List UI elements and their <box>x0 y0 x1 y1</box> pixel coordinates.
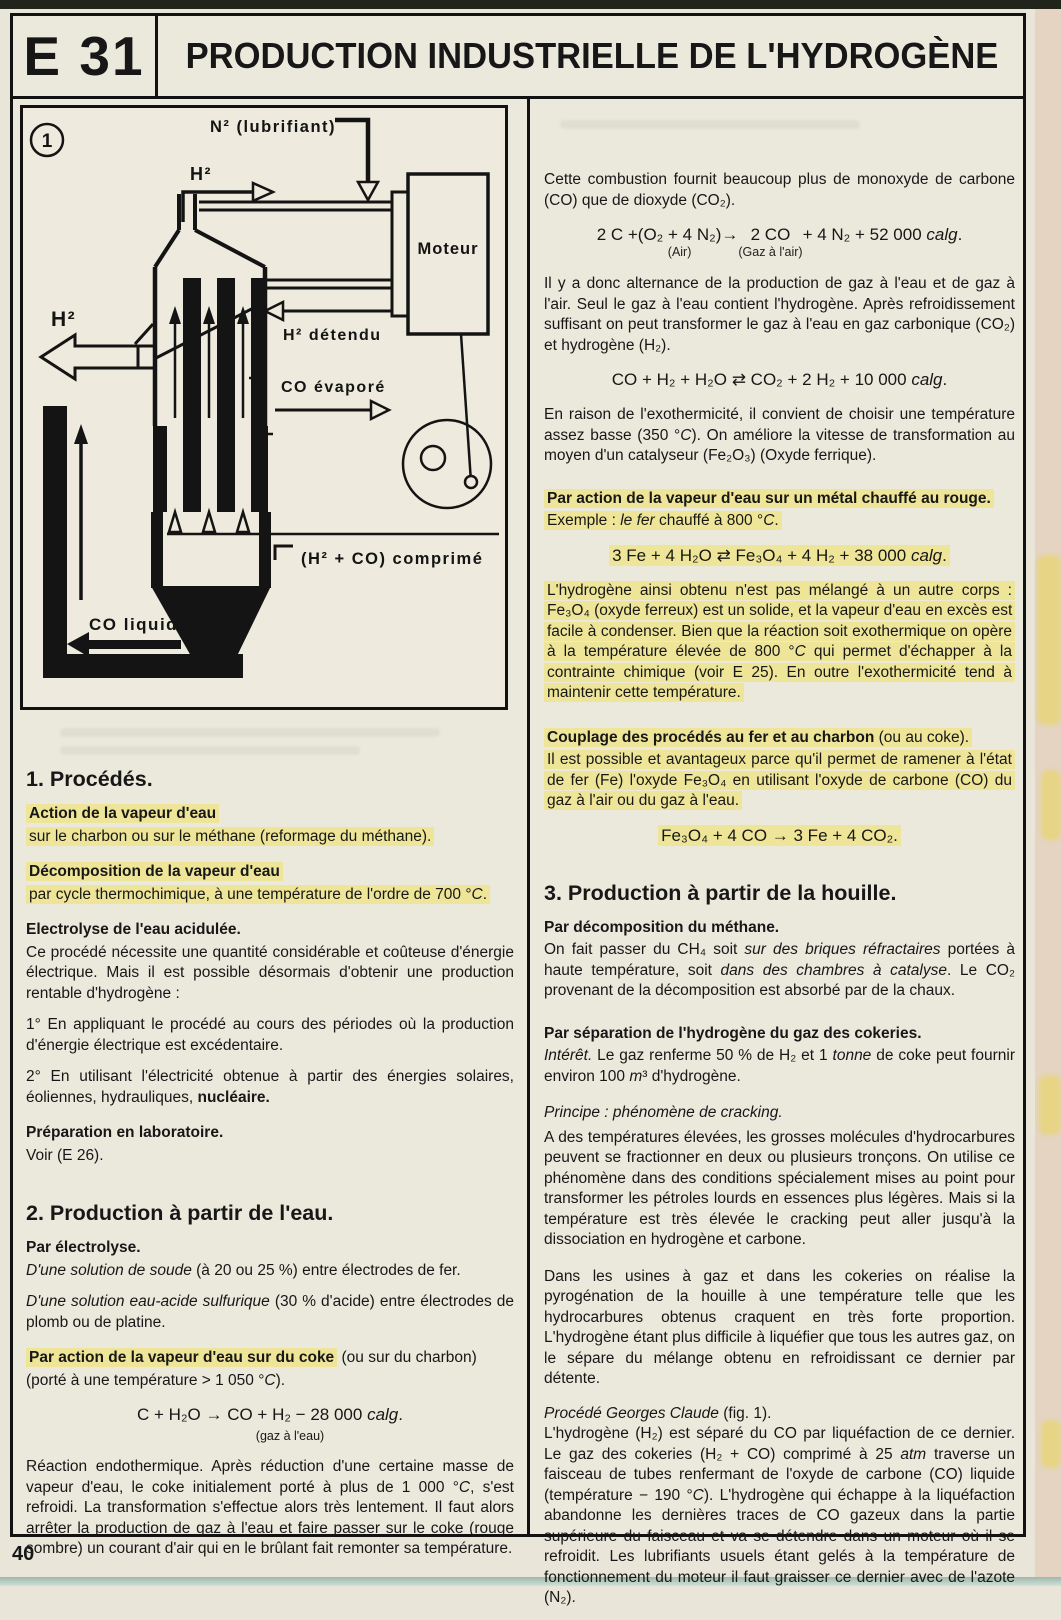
tower-to-moteur-pipes <box>199 202 392 210</box>
equation-segment: (O₂ + 4 N₂) <box>637 225 722 244</box>
paragraph-electrolyse: Ce procédé nécessite une quantité considérable et coûteuse d'énergie électrique. Mais il est possible désormais d'obtenir une production rentable d'hydrogène : <box>26 943 514 1002</box>
paragraph-decomposition: par cycle thermochimique, à une température de l'ordre de 700 °C. <box>26 885 514 906</box>
tube-wall <box>183 278 201 426</box>
bleedthrough-artifact <box>60 746 360 755</box>
moteur-box <box>392 174 488 334</box>
equation-segment: + 4 N₂ + 52 000 calg. <box>802 225 963 244</box>
moteur-label: Moteur <box>417 240 479 258</box>
paragraph-soude: D'une solution de soude (à 20 ou 25 %) entre électrodes de fer. <box>26 1261 461 1279</box>
paragraph-combustion: Cette combustion fournit beaucoup plus de monoxyde de carbone (CO) que de dioxyde (CO₂). <box>544 171 1015 209</box>
section-2-title: 2. Production à partir de l'eau. <box>26 1201 334 1225</box>
highlight-bleed-blob <box>1037 555 1061 725</box>
heading-decomposition: Décomposition de la vapeur d'eau <box>26 862 514 883</box>
paragraph-reaction-endothermique: Réaction endothermique. Après réduction d'une certaine masse de vapeur d'eau, le coke initialement porté à plus de 1 000 °C, s'est refroidi. La transformation s'effectue alors très lentement. Il faut alors arrêter la production de gaz à l'eau et faire passer sur le coke (rouge sombre) un courant d'air qui en le brûlant fait remonter sa température. <box>26 1458 514 1557</box>
heading-couplage: Couplage des procédés au fer et au charbon (ou au coke). <box>544 728 1015 749</box>
equation-underlabel-gaz-air: (Gaz à l'air) <box>738 245 803 259</box>
paragraph-interet: Intérêt. Le gaz renferme 50 % de H₂ et 1 tonne de coke peut fournir environ 100 m³ d'hydrogène. <box>544 1047 1015 1085</box>
equation-overunder <box>638 224 722 259</box>
column-divider-rule <box>527 99 530 1537</box>
heading-procede-georges-claude: Procédé Georges Claude (fig. 1). <box>544 1404 772 1422</box>
left-arrow-icon <box>265 302 283 320</box>
heading-preparation-laboratoire: Préparation en laboratoire. <box>26 1124 224 1141</box>
highlight-bleed-blob <box>1039 1075 1061 1135</box>
paragraph-energies: 2° En utilisant l'électricité obtenue à partir des énergies solaires, éoliennes, hydrauliques, nucléaire. <box>26 1068 514 1106</box>
section-1-title: 1. Procédés. <box>26 767 153 791</box>
heading-principe-cracking: Principe : phénomène de cracking. <box>544 1104 783 1121</box>
paragraph-exothermicite: En raison de l'exothermicité, il convient de choisir une température assez basse (350 °C). On améliore la vitesse de transformation au moyen d'un catalyseur (Fe₂O₃) (Oxyde ferrique). <box>544 406 1015 464</box>
paragraph-cracking: A des températures élevées, les grosses molécules d'hydrocarbures peuvent se fractionner en deux ou plusieurs tronçons. On utilise ce phénomène dans des conditions spécialement mises au point pour transformer les pétroles lourds en essences plus légères. Mais si la température est très élevée le cracking peut aller jusqu'à la dissociation en hydrogène et carbone. <box>544 1128 1015 1248</box>
left-arrow-icon <box>41 335 138 379</box>
co-evapore-pipe <box>249 364 389 434</box>
paragraph-temperature-coke: (porté à une température > 1 050 °C). <box>26 1371 286 1389</box>
bleedthrough-artifact <box>60 728 440 737</box>
right-column <box>544 170 1015 1620</box>
right-arrow-icon <box>371 401 389 419</box>
paragraph-usines-gaz: Dans les usines à gaz et dans les cokeries on réalise la pyrogénation de la houille à une température telle que les hydrocarbures obtenus craquent en très forte proportion. L'hydrogène étant plus difficile à liquéfier que tous les autres gaz, on le sépare du mélange obtenu en refroidissant ce dernier par détente. <box>544 1267 1015 1387</box>
inlet-up-arrows <box>169 512 249 532</box>
co-liquide-arrow <box>67 632 181 657</box>
figure-number: 1 <box>41 131 53 152</box>
label-n2-lubrifiant: N² (lubrifiant) <box>209 118 337 136</box>
page-code: E 31 <box>23 24 145 87</box>
paragraph-exemple-fer: Exemple : le fer chauffé à 800 °C. <box>544 511 1015 532</box>
equation-segment: 2 CO <box>750 225 791 244</box>
heading-par-electrolyse: Par électrolyse. <box>26 1239 141 1256</box>
paragraph-action-vapeur: sur le charbon ou sur le méthane (reformage du méthane). <box>26 827 514 848</box>
label-h2-detendu: H² détendu <box>283 327 382 344</box>
equation-co-h2o: CO + H₂ + H₂O ⇄ CO₂ + 2 H₂ + 10 000 calg. <box>611 370 948 389</box>
left-column <box>26 766 514 1571</box>
diagonal-baffle <box>156 302 265 358</box>
header-divider-rule <box>155 16 158 96</box>
paragraph-couplage: Il est possible et avantageux parce qu'il permet de ramener à l'état de fer (Fe) l'oxyde Fe₃O₄ en utilisant l'oxyde de carbone (CO) du gaz à l'air ou du gaz à l'eau. <box>544 750 1015 812</box>
figure-1 <box>20 105 508 710</box>
right-arrow-icon <box>253 183 273 201</box>
equation-gaz-a-air <box>544 224 1015 259</box>
heading-separation-cokeries: Par séparation de l'hydrogène du gaz des cokeries. <box>544 1024 922 1042</box>
gas-flow-up-arrows <box>169 306 249 418</box>
tube-wall <box>251 278 263 426</box>
header-bottom-rule <box>10 96 1026 99</box>
paragraph-methane: On fait passer du CH₄ soit sur des briques réfractaires portées à haute température, soit dans des chambres à catalyse. Le CO₂ provenant de la décomposition est absorbé par de la chaux. <box>544 941 1015 999</box>
bleedthrough-artifact <box>560 120 860 129</box>
tube-wall <box>217 278 235 426</box>
page-title: PRODUCTION INDUSTRIELLE DE L'HYDROGÈNE <box>185 34 999 76</box>
paragraph-georges-claude: L'hydrogène (H₂) est séparé du CO par liquéfaction de ce dernier. Le gaz des cokeries (H₂ + CO) comprimé à 25 atm traverse un faisceau de tubes renfermant de l'oxyde de carbone (CO) liquide (température − 190 °C). L'hydrogène qui échappe à la liquéfaction abandonne les dernières traces de CO gazeux dans la partie supérieure du faisceau et va se détendre dans un moteur où il se refroidit. Les lubrifiants usuels étant gelés à la température de fonctionnement du moteur il faut graisser ce dernier avec de l'azote (N₂). <box>544 1425 1015 1606</box>
equation-note-gaz-a-eau: (gaz à l'eau) <box>255 1429 325 1443</box>
paragraph-sulfurique: D'une solution eau-acide sulfurique (30 % d'acide) entre électrodes de plomb ou de platine. <box>26 1293 514 1331</box>
reaction-arrow: → <box>721 225 739 244</box>
paragraph-alternance: Il y a donc alternance de la production de gaz à l'eau et de gaz à l'air. Seul le gaz à l'eau contient l'hydrogène. Après refroidissement suffisant on peut transformer le gaz à l'eau en gaz carbonique (CO₂) et hydrogène (H₂). <box>544 275 1015 354</box>
reaction-tower <box>135 194 271 678</box>
equation-fer-vapeur: 3 Fe + 4 H₂O ⇄ Fe₃O₄ + 4 H₂ + 38 000 calg. <box>544 545 1015 566</box>
page-number: 40 <box>12 1543 35 1565</box>
equation-underlabel-air: (Air) <box>667 245 692 259</box>
h2-detendu-pipes <box>265 280 392 320</box>
heading-action-vapeur: Action de la vapeur d'eau <box>26 804 514 825</box>
label-co-liquide: CO liquide <box>89 615 189 634</box>
heading-decomposition-methane: Par décomposition du méthane. <box>544 918 780 936</box>
highlight-bleed-blob <box>1041 770 1061 840</box>
equation-segment: 2 C + <box>596 225 638 244</box>
equation-overunder <box>738 224 802 259</box>
flywheel <box>403 334 491 508</box>
highlight-bleed-blob <box>1041 1420 1061 1468</box>
label-h2-top: H² <box>190 164 212 184</box>
figure-number-badge <box>31 124 63 156</box>
heading-electrolyse-acidulee: Electrolyse de l'eau acidulée. <box>26 921 241 938</box>
label-h2co-comprime: (H² + CO) comprimé <box>301 550 484 568</box>
equation-gaz-a-eau: C + H₂O → CO + H₂ − 28 000 calg. <box>137 1405 403 1424</box>
left-arrow-icon <box>67 632 89 657</box>
label-co-evapore: CO évaporé <box>281 379 386 396</box>
down-arrow-icon <box>358 182 378 200</box>
moteur-flange <box>392 192 408 316</box>
diagonal-tick <box>135 324 153 344</box>
heading-vapeur-coke: Par action de la vapeur d'eau sur du coke (ou sur du charbon) <box>26 1348 514 1369</box>
heading-vapeur-metal: Par action de la vapeur d'eau sur un métal chauffé au rouge. <box>544 489 1015 510</box>
section-3-title: 3. Production à partir de la houille. <box>544 880 897 905</box>
hydrogen-apparatus-diagram <box>23 108 505 704</box>
paragraph-voir-e26: Voir (E 26). <box>26 1146 104 1164</box>
scan-edge-top <box>0 0 1061 9</box>
label-h2-left: H² <box>51 308 77 331</box>
paragraph-fe3o4: L'hydrogène ainsi obtenu n'est pas mélangé à un autre corps : Fe₃O₄ (oxyde ferreux) est un solide, et la vapeur d'eau en excès est facile à condenser. Bien que la réaction soit exothermique on opère à la température élevée de 800 °C qui permet d'échapper à la contrainte chimique (voir E 25). En outre l'exothermicité tend à maintenir cette température. <box>544 581 1015 704</box>
paragraph-periodes: 1° En appliquant le procédé au cours des périodes où la production d'énergie électrique est excédentaire. <box>26 1016 514 1054</box>
equation-fe3o4-co: Fe₃O₄ + 4 CO → 3 Fe + 4 CO₂. <box>544 825 1015 846</box>
n2-pipe <box>335 120 378 200</box>
connecting-rod <box>461 334 471 482</box>
up-arrow-icon <box>74 424 88 444</box>
